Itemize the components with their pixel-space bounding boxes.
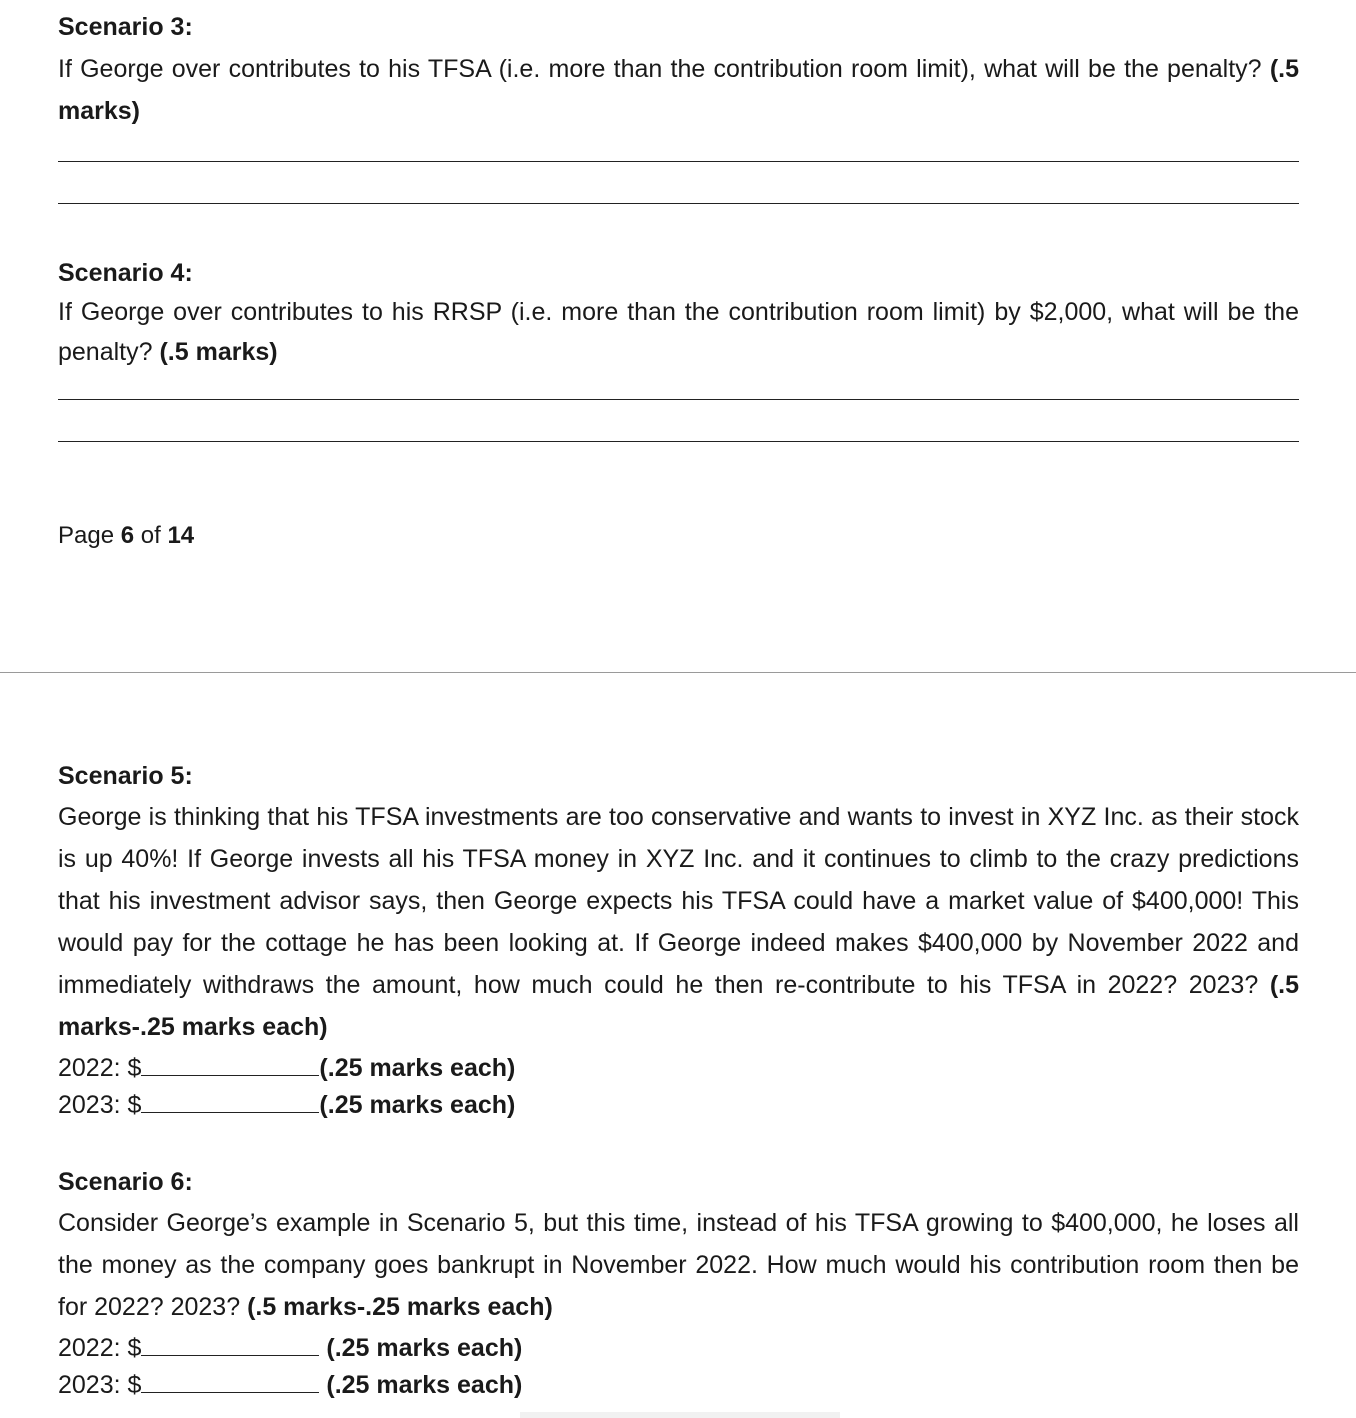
scenario-6-marks: (.5 marks-.25 marks each) <box>247 1293 553 1321</box>
scenario-5-answer-2023 <box>58 1087 1299 1124</box>
scenario-5-question <box>58 796 1299 1048</box>
page-label: Page <box>58 522 115 549</box>
scenario-6-heading: Scenario 6: <box>58 1168 193 1196</box>
answer-blank[interactable] <box>141 1368 319 1393</box>
answer-marks: (.25 marks each) <box>326 1334 523 1362</box>
scenario-3-answer-line-1[interactable] <box>58 161 1299 162</box>
page-number: 6 <box>120 522 135 549</box>
page-total: 14 <box>167 522 195 549</box>
answer-blank[interactable] <box>141 1051 319 1076</box>
scenario-3-marks: (.5 marks) <box>58 55 1300 125</box>
scenario-5-marks: (.5 marks-.25 marks each) <box>58 971 1299 1041</box>
page-indicator <box>58 520 194 552</box>
scenario-3-answer-line-2[interactable] <box>58 203 1299 204</box>
scenario-5-answer-2022 <box>58 1050 1299 1087</box>
scenario-4-section <box>58 256 1299 372</box>
scenario-4-answer-line-1[interactable] <box>58 399 1299 400</box>
scenario-6-text: Consider George’s example in Scenario 5, but this time, instead of his TFSA growing to $400,000, he loses all the money as the company goes bankrupt in November 2022. How much would his contribution room then be for 2022? 2023? <box>58 1209 1299 1321</box>
page-break-divider <box>0 672 1356 673</box>
answer-blank[interactable] <box>141 1088 319 1113</box>
scenario-5-answers <box>58 1050 1299 1124</box>
scenario-6-section <box>58 1165 1299 1404</box>
scenario-6-answer-2022 <box>58 1330 1299 1367</box>
answer-label: 2022: $ <box>58 1054 142 1082</box>
scenario-5-heading: Scenario 5: <box>58 762 193 790</box>
answer-blank[interactable] <box>141 1331 319 1356</box>
page-edge-shadow <box>520 1412 840 1418</box>
answer-label: 2023: $ <box>58 1091 142 1119</box>
of-label: of <box>140 522 161 549</box>
answer-label: 2023: $ <box>58 1371 142 1399</box>
scenario-6-answers <box>58 1330 1299 1404</box>
scenario-5-section <box>58 759 1299 1124</box>
answer-marks: (.25 marks each) <box>319 1091 516 1119</box>
scenario-6-question <box>58 1202 1299 1328</box>
answer-marks: (.25 marks each) <box>326 1371 523 1399</box>
scenario-3-question <box>58 48 1299 132</box>
scenario-3-text: If George over contributes to his TFSA (i.e. more than the contribution room limit), what will be the penalty? <box>58 55 1262 83</box>
scenario-3-section <box>58 10 1299 132</box>
scenario-4-marks: (.5 marks) <box>159 338 278 366</box>
scenario-4-heading: Scenario 4: <box>58 259 193 287</box>
scenario-4-text: If George over contributes to his RRSP (i.e. more than the contribution room limit) by $2,000, what will be the penalty? <box>58 298 1299 366</box>
scenario-6-answer-2023 <box>58 1367 1299 1404</box>
scenario-5-text: George is thinking that his TFSA investments are too conservative and wants to invest in XYZ Inc. as their stock is up 40%! If George invests all his TFSA money in XYZ Inc. and it continues to climb to the crazy predictions that his investment advisor says, then George expects his TFSA could have a market value of $400,000! This would pay for the cottage he has been looking at. If George indeed makes $400,000 by November 2022 and immediately withdraws the amount, how much could he then re-contribute to his TFSA in 2022? 2023? <box>58 803 1299 999</box>
scenario-4-answer-line-2[interactable] <box>58 441 1299 442</box>
scenario-4-question <box>58 292 1299 372</box>
answer-marks: (.25 marks each) <box>319 1054 516 1082</box>
answer-label: 2022: $ <box>58 1334 142 1362</box>
scenario-3-heading: Scenario 3: <box>58 13 193 41</box>
